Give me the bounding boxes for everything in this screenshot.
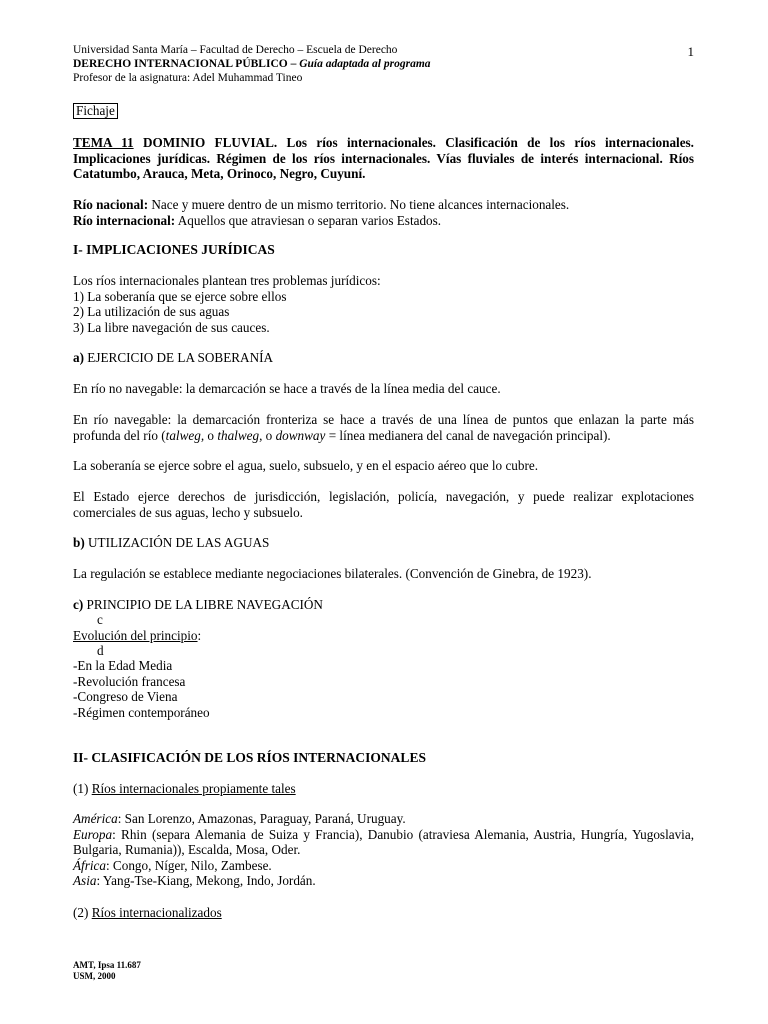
section-2-title: II- CLASIFICACIÓN DE LOS RÍOS INTERNACIONALES xyxy=(73,750,426,765)
region-asia: Asia: Yang-Tse-Kiang, Mekong, Indo, Jordán. xyxy=(73,873,316,888)
definitions xyxy=(73,197,694,228)
list-item: 1) La soberanía que se ejerce sobre ellos xyxy=(73,288,287,304)
paragraph-thalweg: En río navegable: la demarcación fronteriza se hace a través de una línea de puntos que enlazan la parte más profunda del río (talweg, o thalweg, o downway = línea medianera del canal de navegación principal). xyxy=(73,412,694,443)
subsection-2-title: (2) Ríos internacionalizados xyxy=(73,905,222,920)
subsection-b-title: b) UTILIZACIÓN DE LAS AGUAS xyxy=(73,535,270,550)
paragraph: En río no navegable: la demarcación se hace a través de la línea media del cauce. xyxy=(73,381,501,396)
topic-heading: TEMA 11 DOMINIO FLUVIAL. Los ríos internacionales. Clasificación de los ríos internacionales. Implicaciones jurídicas. Régimen de los ríos internacionales. Vías fluviales de interés internacional. Ríos Catatumbo, Arauca, Meta, Orinoco, Negro, Cuyuní. xyxy=(73,135,694,181)
paragraph: La regulación se establece mediante negociaciones bilaterales. (Convención de Ginebra, de 1923). xyxy=(73,566,592,581)
rivers-by-region xyxy=(73,811,694,889)
region-europa: Europa: Rhin (separa Alemania de Suiza y Francia), Danubio (atraviesa Alemania, Austria, Hungría, Yugoslavia, Bulgaria, Rumania)), Escalda, Mosa, Oder. xyxy=(73,826,694,857)
footer-line: USM, 2000 xyxy=(73,971,116,981)
paragraph: La soberanía se ejerce sobre el agua, suelo, subsuelo, y en el espacio aéreo que lo cubre. xyxy=(73,458,539,473)
footer-line: AMT, Ipsa 11.687 xyxy=(73,960,141,970)
footnote-mark-d: d xyxy=(97,643,104,658)
definition-rio-nacional: Río nacional: Nace y muere dentro de un mismo territorio. No tiene alcances internacionales. xyxy=(73,197,570,212)
list-item: -En la Edad Media xyxy=(73,658,173,673)
footnote-mark-c: c xyxy=(97,612,103,627)
list-intro: Los ríos internacionales plantean tres problemas jurídicos: xyxy=(73,273,381,288)
list-item: -Revolución francesa xyxy=(73,673,186,689)
list-item: 3) La libre navegación de sus cauces. xyxy=(73,319,270,335)
section-1-title: I- IMPLICACIONES JURÍDICAS xyxy=(73,242,275,257)
page-number: 1 xyxy=(687,44,694,59)
subsection-c-title: c) PRINCIPIO DE LA LIBRE NAVEGACIÓN xyxy=(73,597,323,612)
region-america: América: San Lorenzo, Amazonas, Paraguay, Paraná, Uruguay. xyxy=(73,811,406,826)
header-course: DERECHO INTERNACIONAL PÚBLICO – Guía adaptada al programa xyxy=(73,58,431,70)
paragraph: El Estado ejerce derechos de jurisdicción, legislación, policía, navegación, y puede realizar explotaciones comerciales de sus aguas, lecho y subsuelo. xyxy=(73,489,694,520)
list-item: -Congreso de Viena xyxy=(73,689,178,704)
header-professor: Profesor de la asignatura: Adel Muhammad Tineo xyxy=(73,72,303,84)
document-footer xyxy=(73,960,141,982)
definition-rio-internacional: Río internacional: Aquellos que atraviesan o separan varios Estados. xyxy=(73,212,442,228)
document-header xyxy=(73,43,694,85)
section-1-list xyxy=(73,273,694,335)
evolution-list xyxy=(73,658,694,720)
region-africa: África: Congo, Níger, Nilo, Zambese. xyxy=(73,857,272,873)
header-university: Universidad Santa María – Facultad de Derecho – Escuela de Derecho xyxy=(73,44,398,56)
list-item: -Régimen contemporáneo xyxy=(73,704,210,720)
list-item: 2) La utilización de sus aguas xyxy=(73,304,230,319)
subsection-a-title: a) EJERCICIO DE LA SOBERANÍA xyxy=(73,350,274,365)
evolution-heading: Evolución del principio: xyxy=(73,628,202,643)
subsection-1-title: (1) Ríos internacionales propiamente tales xyxy=(73,781,296,796)
fichaje-box: Fichaje xyxy=(73,103,694,119)
